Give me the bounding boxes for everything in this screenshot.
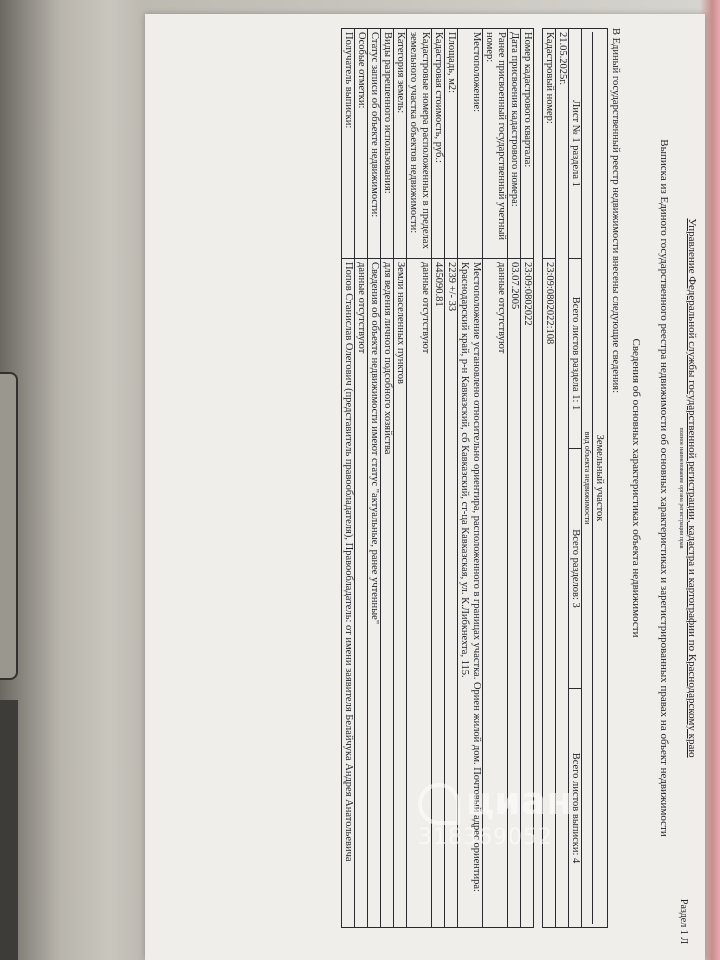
object-type-row (582, 29, 608, 928)
extract-title: Выписка из Единого государственного реестра недвижимости об основных характеристиках и зарегистрированных правах на объект недвижимости (658, 139, 670, 837)
row-label: Категория земель: (394, 29, 407, 259)
clipboard-clip (0, 372, 18, 680)
row-value: 23:09:0802022 (521, 259, 534, 928)
row-label: Номер кадастрового квартала: (521, 29, 534, 259)
row-value: Попов Станислав Олегович (представитель правообладателя), Правообладатель: от имени заявителя Белайчука Андрея Анатольевича (342, 259, 355, 928)
row-label: Кадастровые номера расположенных в пределах земельного участка объектов недвижимости: (407, 29, 432, 259)
info-table (341, 28, 608, 928)
watermark-number: 318369052 (418, 824, 553, 850)
section-title: Сведения об основных характеристиках объекта недвижимости (630, 338, 642, 638)
table-row (342, 29, 355, 928)
table-row (381, 29, 394, 928)
table-row (368, 29, 381, 928)
object-type: Земельный участок (594, 434, 605, 522)
row-value: данные отсутствуют (355, 259, 368, 928)
cadastral-number-value: 23:09:0802022:108 (543, 259, 556, 928)
sheets-in-section: Всего листов раздела 1: 1 (569, 259, 582, 449)
row-value: 2239 +/- 33 (445, 259, 458, 928)
sheet-info-row (569, 29, 582, 928)
cadastral-number-label: Кадастровый номер: (543, 29, 556, 259)
table-row (394, 29, 407, 928)
clipboard-edge (0, 700, 18, 960)
row-value: 445090.81 (432, 259, 445, 928)
extract-date: 21.05.2025г. (556, 29, 569, 928)
row-value: для ведения личного подсобного хозяйства (381, 259, 394, 928)
row-label: Ранее присвоенный государственный учетный номер: (483, 29, 508, 259)
row-value: данные отсутствуют (407, 259, 432, 928)
row-label: Площадь, м2: (445, 29, 458, 259)
row-value: Местоположение установлено относительно ориентира, расположенного в границах участка. Ориен жилой дом. Почтовый адрес ориентира: Краснодарский край, р-н Кавказский, сб Кавказский, ст-ца Кавказская, ул. К.Либкнехта, 115. (458, 259, 483, 928)
sheet-number: Лист № 1 раздела 1 (569, 29, 582, 259)
table-row (521, 29, 534, 928)
cadastral-number-row (543, 29, 556, 928)
row-label: Дата присвоения кадастрового номера: (508, 29, 521, 259)
row-value: Сведения об объекте недвижимости имеют статус "актуальные, ранее учтенные" (368, 259, 381, 928)
row-value: Земли населенных пунктов (394, 259, 407, 928)
paper-sheet (145, 14, 705, 960)
extract-sheets: Всего листов выписки: 4 (569, 689, 582, 928)
table-row (445, 29, 458, 928)
table-row (355, 29, 368, 928)
table-row (432, 29, 445, 928)
document-content (341, 28, 699, 948)
row-label: Особые отметки: (355, 29, 368, 259)
row-value: 03.07.2005 (508, 259, 521, 928)
watermark-brand: циан (466, 779, 573, 823)
date-row (556, 29, 569, 928)
row-label: Статус записи об объекте недвижимости: (368, 29, 381, 259)
rotated-document (145, 14, 705, 960)
row-label: Местоположение: (458, 29, 483, 259)
agency-name: Управление Федеральной службы государственной регистрации, кадастра и картографии по Краснодарскому краю (686, 218, 698, 758)
spacer-row (534, 29, 543, 928)
table-row (407, 29, 432, 928)
row-label: Получатель выписки: (342, 29, 355, 259)
table-row (458, 29, 483, 928)
table-row (508, 29, 521, 928)
agency-subcaption: полное наименование органа регистрации прав (678, 427, 684, 549)
sections-total: Всего разделов: 3 (569, 449, 582, 689)
table-row (483, 29, 508, 928)
caption: В Единый государственный реестр недвижимости внесены следующие сведения: (610, 28, 621, 394)
row-value: данные отсутствуют (483, 259, 508, 928)
row-label: Кадастровая стоимость, руб.: (432, 29, 445, 259)
section-label: Раздел 1 Л (678, 898, 689, 944)
object-type-caption: вид объекта недвижимости (582, 32, 593, 924)
row-label: Виды разрешенного использования: (381, 29, 394, 259)
